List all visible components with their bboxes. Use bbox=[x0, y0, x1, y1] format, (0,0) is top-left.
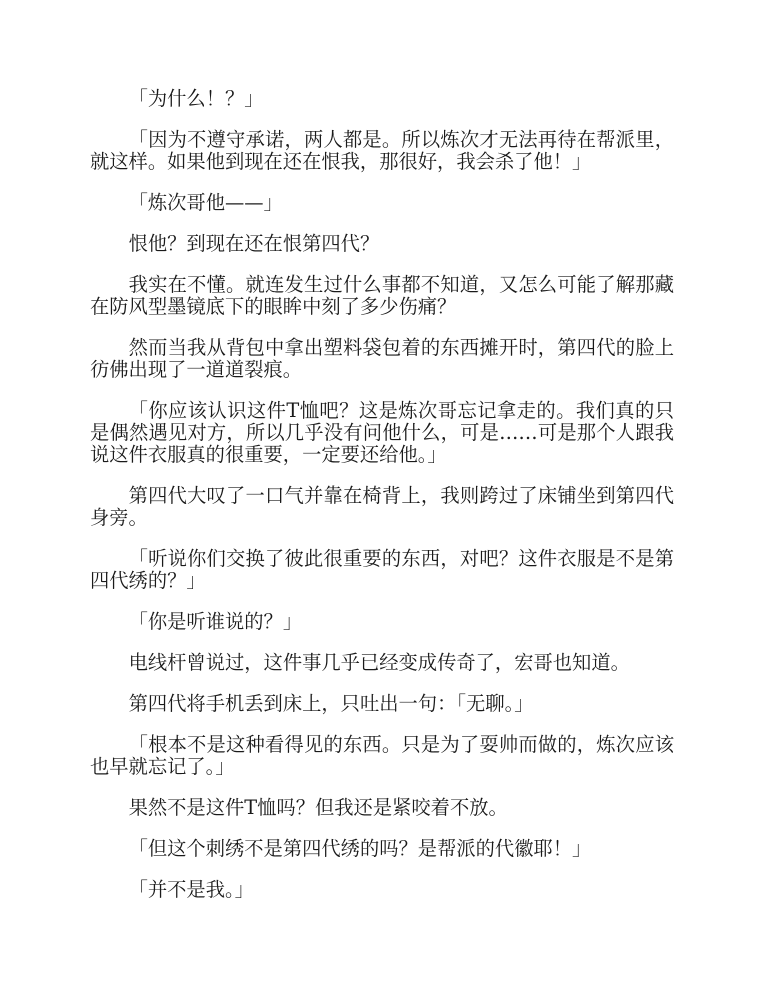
paragraph-3: 「炼次哥他——」 bbox=[128, 191, 283, 214]
paragraph-14: 果然不是这件T恤吗？但我还是紧咬着不放。 bbox=[128, 796, 508, 819]
paragraph-1: 「为什么！？」 bbox=[128, 87, 264, 110]
paragraph-2: 「因为不遵守承诺，两人都是。所以炼次才无法再待在帮派里，就这样。如果他到现在还在恨我，那很好，我会杀了他！」 bbox=[90, 128, 674, 173]
paragraph-8: 第四代大叹了一口气并靠在椅背上，我则跨过了床铺坐到第四代身旁。 bbox=[90, 484, 674, 529]
paragraph-10: 「你是听谁说的？」 bbox=[128, 610, 303, 633]
document-page bbox=[90, 88, 674, 920]
paragraph-4: 恨他？到现在还在恨第四代？ bbox=[128, 232, 380, 255]
paragraph-6: 然而当我从背包中拿出塑料袋包着的东西摊开时，第四代的脸上彷佛出现了一道道裂痕。 bbox=[90, 336, 674, 381]
paragraph-13: 「根本不是这种看得见的东西。只是为了耍帅而做的，炼次应该也早就忘记了。」 bbox=[90, 733, 674, 778]
paragraph-7: 「你应该认识这件T恤吧？这是炼次哥忘记拿走的。我们真的只是偶然遇见对方，所以几乎没有问他什么，可是……可是那个人跟我说这件衣服真的很重要，一定要还给他。」 bbox=[90, 399, 674, 466]
paragraph-11: 电线杆曾说过，这件事几乎已经变成传奇了，宏哥也知道。 bbox=[128, 651, 630, 674]
paragraph-15: 「但这个刺绣不是第四代绣的吗？是帮派的代徽耶！」 bbox=[128, 837, 592, 860]
paragraph-9: 「听说你们交换了彼此很重要的东西，对吧？这件衣服是不是第四代绣的？」 bbox=[90, 547, 674, 592]
paragraph-5: 我实在不懂。就连发生过什么事都不知道，又怎么可能了解那藏在防风型墨镜底下的眼眸中刻了多少伤痛？ bbox=[90, 273, 674, 318]
paragraph-16: 「并不是我。」 bbox=[128, 878, 254, 901]
paragraph-12: 第四代将手机丢到床上，只吐出一句：「无聊。」 bbox=[128, 692, 534, 715]
